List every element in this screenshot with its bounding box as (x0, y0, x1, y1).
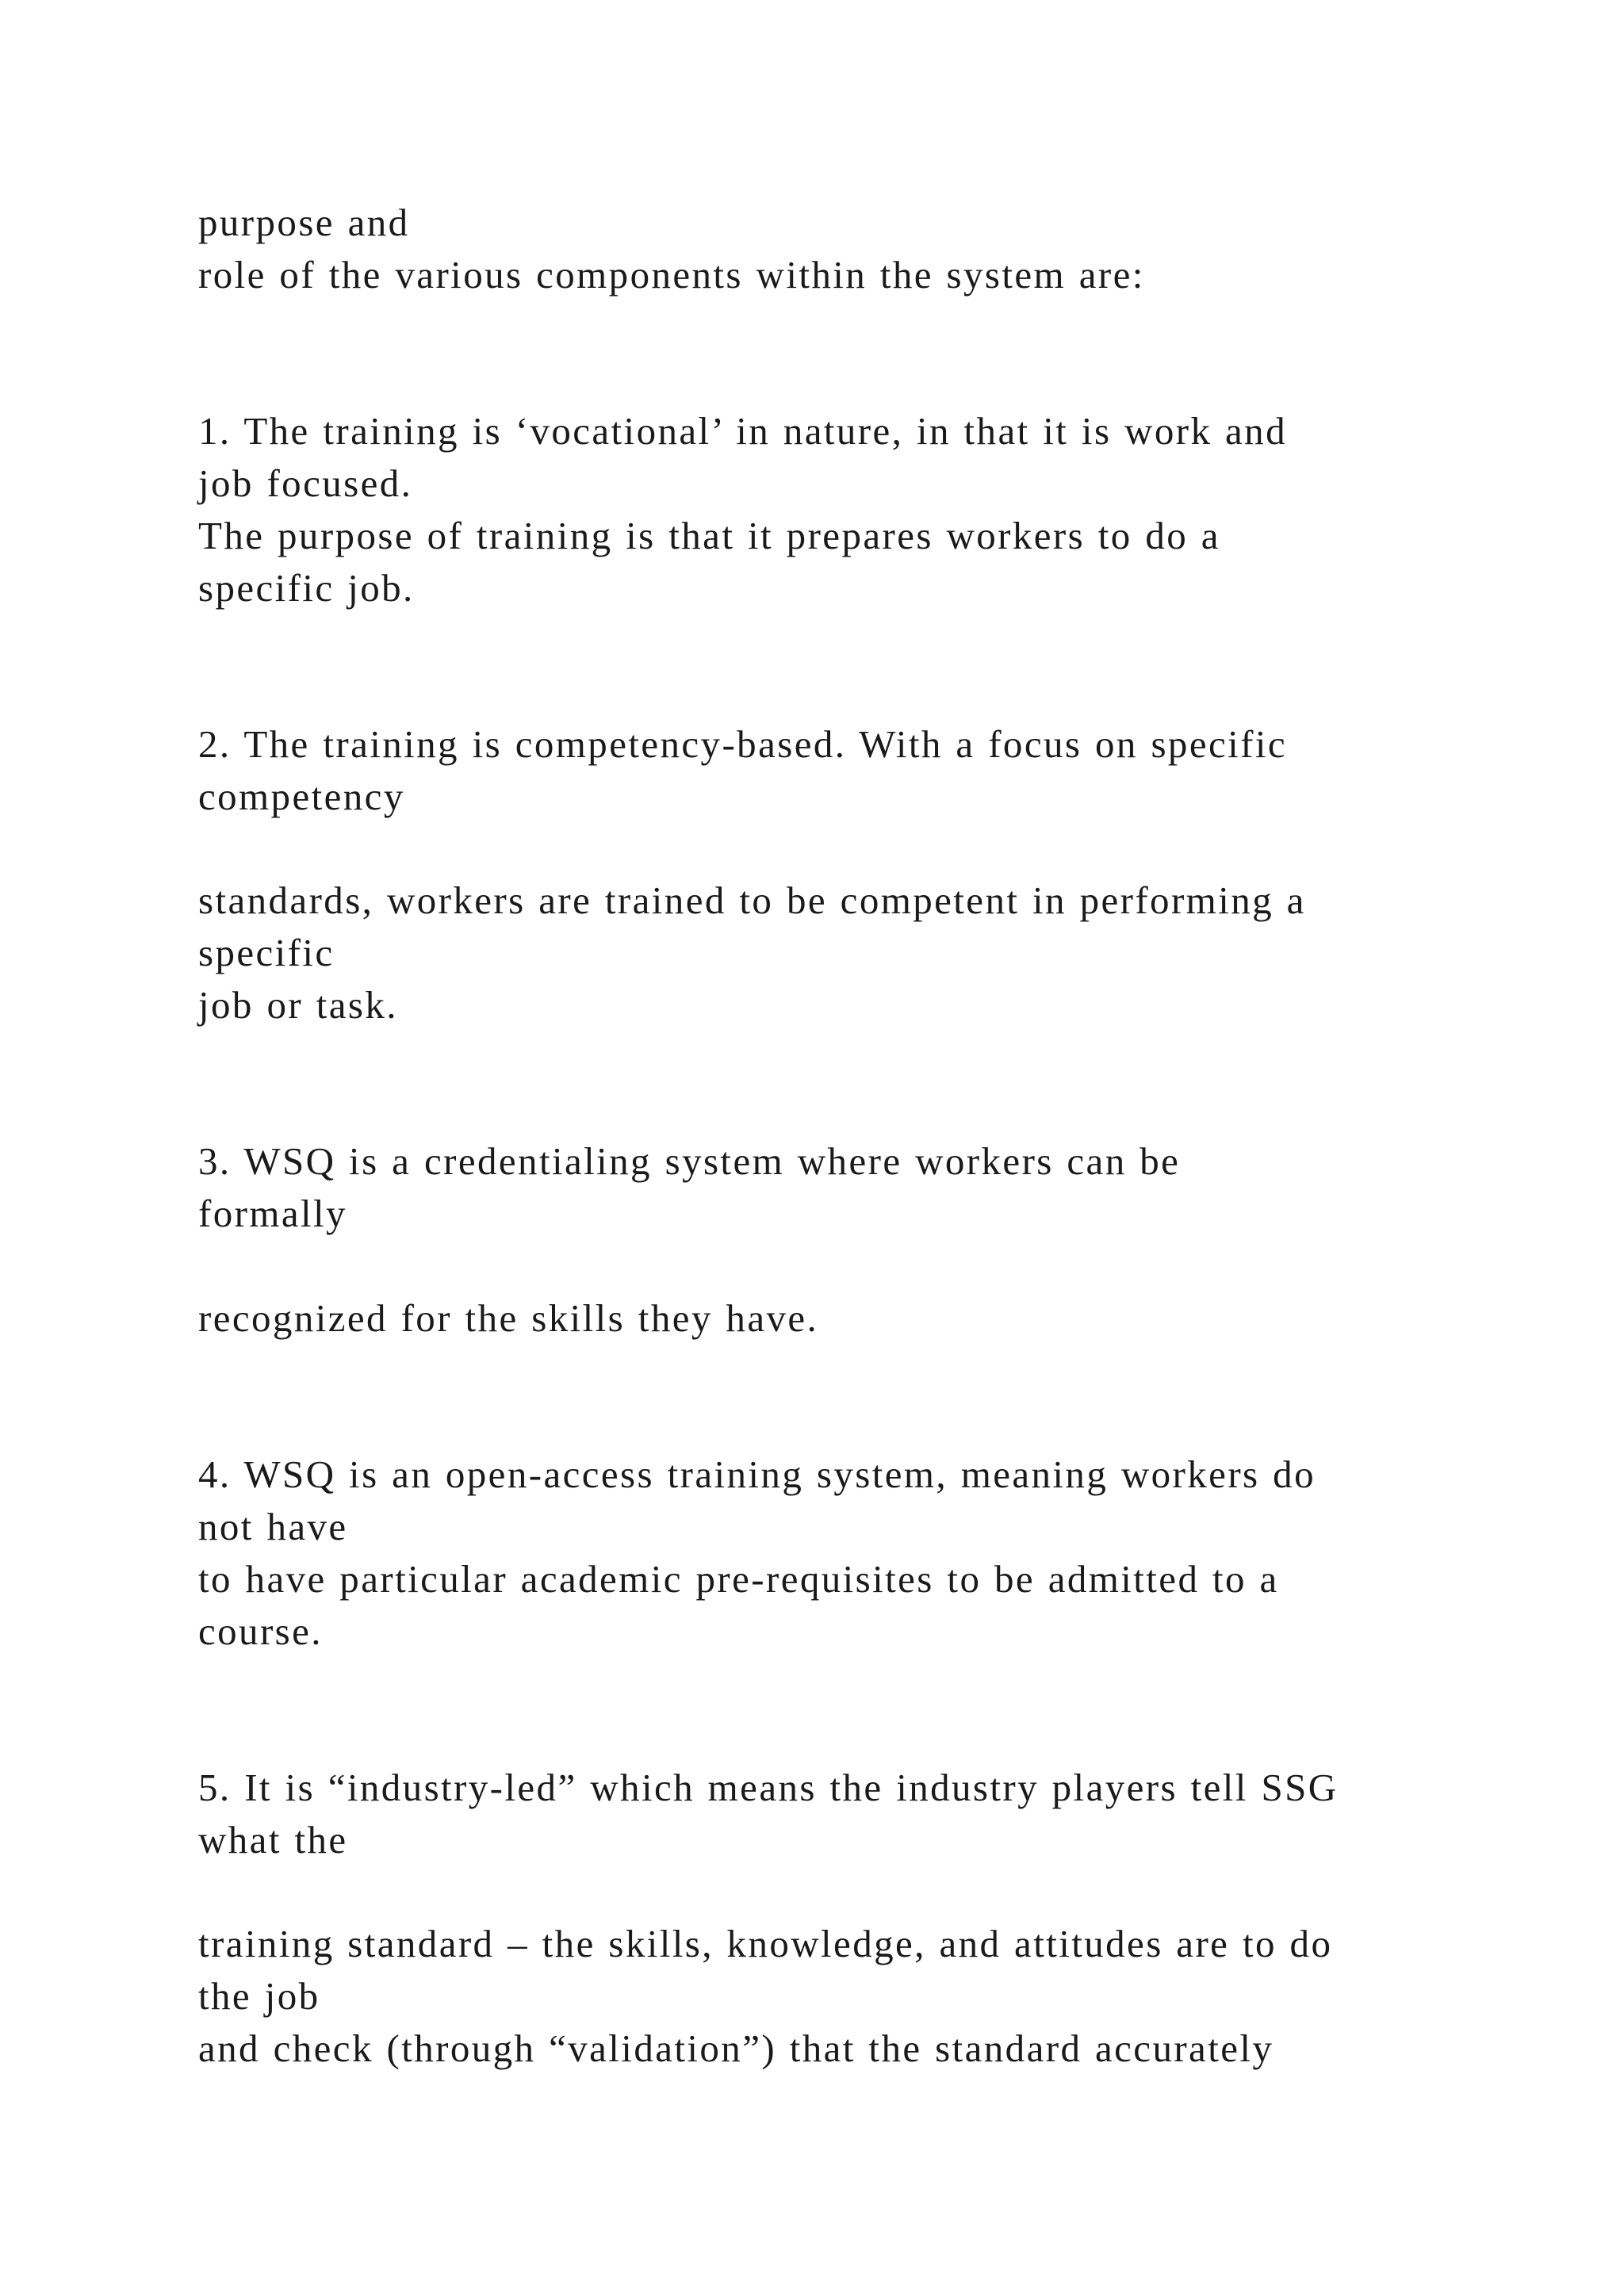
text-line: specific (198, 931, 335, 975)
text-line: what the (198, 1817, 348, 1862)
text-line: not have (198, 1504, 348, 1548)
blank-line (198, 666, 1507, 718)
blank-line (198, 1396, 1507, 1448)
text-line: job focused. (198, 461, 413, 505)
blank-line (198, 301, 1507, 354)
blank-line (198, 1709, 1507, 1762)
text-line: course. (198, 1609, 323, 1653)
blank-line (198, 1866, 1507, 1919)
text-line: to have particular academic pre-requisites to be admitted to a (198, 1556, 1279, 1601)
text-line: the job (198, 1974, 320, 2019)
blank-line (198, 1084, 1507, 1136)
text-line: 3. WSQ is a credentialing system where workers can be (198, 1139, 1181, 1184)
text-line: 4. WSQ is an open-access training system, meaning workers do (198, 1452, 1316, 1497)
blank-line (198, 1031, 1507, 1084)
text-line: formally (198, 1192, 347, 1236)
text-line: job or task. (198, 982, 398, 1027)
text-line: The purpose of training is that it prepares workers to do a (198, 513, 1220, 557)
text-line: 1. The training is ‘vocational’ in nature, in that it is work and (198, 409, 1287, 453)
text-line: purpose and (198, 201, 410, 244)
blank-line (198, 1657, 1507, 1709)
document-body (198, 197, 1507, 2075)
blank-line (198, 1345, 1507, 1397)
blank-line (198, 1240, 1507, 1292)
text-line: training standard – the skills, knowledge, and attitudes are to do (198, 1922, 1333, 1966)
blank-line (198, 614, 1507, 666)
text-line: specific job. (198, 565, 415, 610)
text-line: competency (198, 774, 405, 818)
text-line: recognized for the skills they have. (198, 1295, 819, 1340)
text-line: 2. The training is competency-based. With a focus on specific (198, 721, 1288, 766)
blank-line (198, 823, 1507, 875)
text-line: role of the various components within the system are: (198, 252, 1145, 297)
blank-line (198, 353, 1507, 405)
text-line: 5. It is “industry-led” which means the industry players tell SSG (198, 1765, 1339, 1809)
text-line: and check (through “validation”) that the standard accurately (198, 2026, 1274, 2070)
text-line: standards, workers are trained to be competent in performing a (198, 878, 1306, 923)
